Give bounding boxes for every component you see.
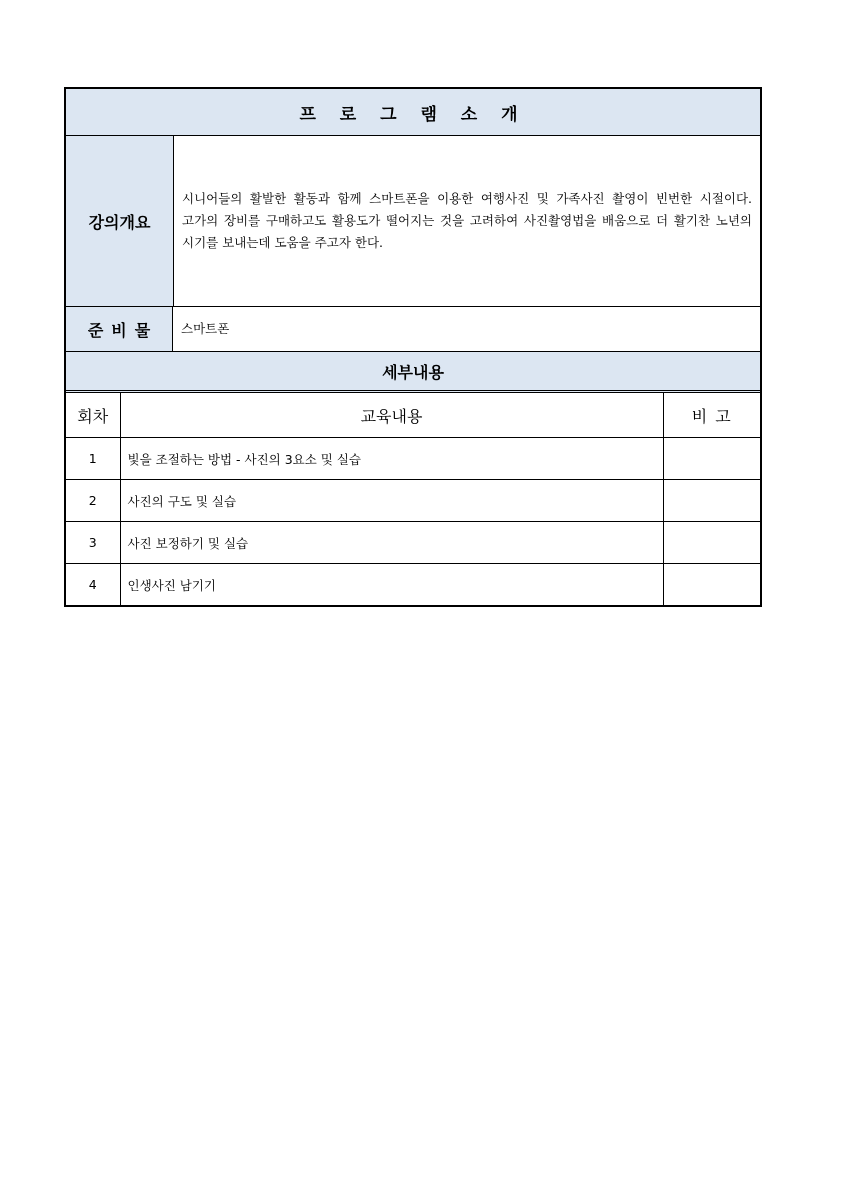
session-content: 사진의 구도 및 실습 (120, 480, 663, 522)
header-note: 비고 (663, 393, 760, 438)
prep-row (66, 307, 760, 352)
prep-label: 준비물 (66, 307, 173, 351)
program-table (64, 87, 762, 607)
overview-text: 시니어들의 활발한 활동과 함께 스마트폰을 이용한 여행사진 및 가족사진 촬영이 빈번한 시절이다. 고가의 장비를 구매하고도 활용도가 떨어지는 것을 고려하여 사진촬영법을 배움으로 더 활기찬 노년의 시기를 보내는데 도움을 주고자 한다. (182, 191, 752, 250)
program-title: 프 로 그 램 소 개 (66, 89, 760, 136)
details-header-row (66, 393, 760, 438)
session-content: 인생사진 남기기 (120, 564, 663, 606)
session-note (663, 564, 760, 606)
overview-label: 강의개요 (66, 136, 174, 306)
details-table (66, 393, 760, 605)
session-note (663, 522, 760, 564)
header-content: 교육내용 (120, 393, 663, 438)
session-content: 빛을 조절하는 방법 - 사진의 3요소 및 실습 (120, 438, 663, 480)
details-title: 세부내용 (66, 352, 760, 393)
session-number: 4 (66, 564, 120, 606)
table-row (66, 480, 760, 522)
session-content: 사진 보정하기 및 실습 (120, 522, 663, 564)
session-number: 1 (66, 438, 120, 480)
session-note (663, 438, 760, 480)
table-row (66, 522, 760, 564)
prep-value: 스마트폰 (181, 321, 230, 336)
session-note (663, 480, 760, 522)
session-number: 3 (66, 522, 120, 564)
overview-row (66, 136, 760, 307)
header-session: 회차 (66, 393, 120, 438)
table-row (66, 564, 760, 606)
session-number: 2 (66, 480, 120, 522)
table-row (66, 438, 760, 480)
